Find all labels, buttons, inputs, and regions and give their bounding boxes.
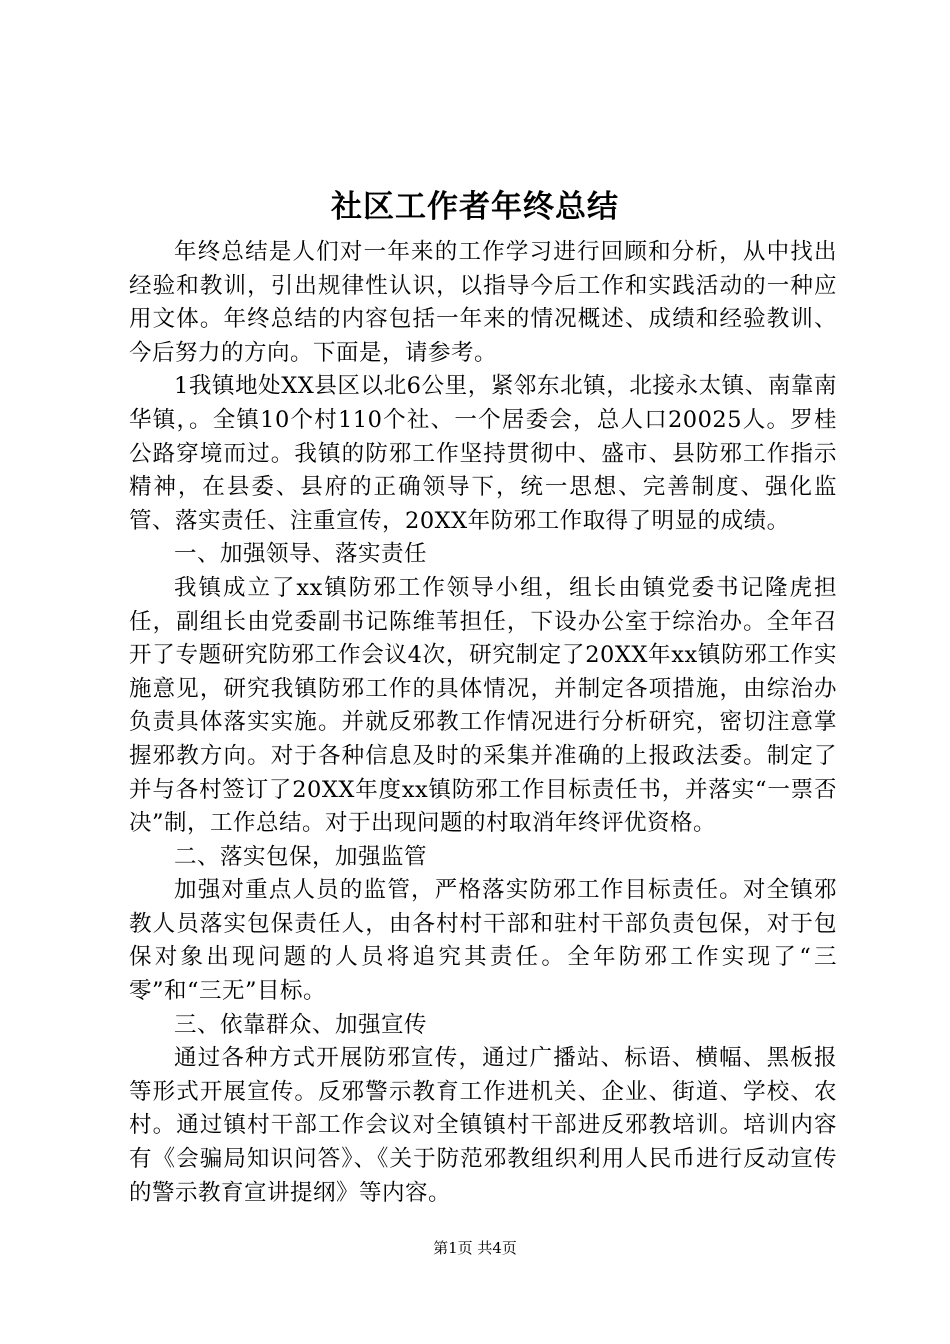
page-footer xyxy=(0,1238,950,1258)
document-title: 社区工作者年终总结 xyxy=(331,189,619,225)
paragraph-intro: 年终总结是人们对一年来的工作学习进行回顾和分析，从中找出经验和教训，引出规律性认识，以指导今后工作和实践活动的一种应用文体。年终总结的内容包括一年来的情况概述、成绩和经验教训、今后努力的方向。下面是，请参考。 xyxy=(129,239,837,366)
paragraph-section-3: 通过各种方式开展防邪宣传，通过广播站、标语、横幅、黑板报等形式开展宣传。反邪警示教育工作进机关、企业、街道、学校、农村。通过镇村干部工作会议对全镇镇村干部进反邪教培训。培训内容有《会骗局知识问答》、《关于防范邪教组织利用人民币进行反动宣传的警示教育宣讲提纲》等内容。 xyxy=(129,1045,837,1206)
section-heading-2: 二、落实包保，加强监管 xyxy=(174,843,428,870)
section-heading-3: 三、依靠群众、加强宣传 xyxy=(174,1011,428,1038)
document-body xyxy=(129,236,837,1210)
paragraph-overview: 1我镇地处XX县区以北6公里，紧邻东北镇，北接永太镇、南靠南华镇，。全镇10个村110个社、一个居委会，总人口20025人。罗桂公路穿境而过。我镇的防邪工作坚持贯彻中、盛市、县防邪工作指示精神，在县委、县府的正确领导下，统一思想、完善制度、强化监管、落实责任、注重宣传，20XX年防邪工作取得了明显的成绩。 xyxy=(129,373,837,534)
section-heading-1: 一、加强领导、落实责任 xyxy=(174,541,428,568)
page-number-total: 共4页 xyxy=(477,1239,517,1257)
paragraph-section-1: 我镇成立了xx镇防邪工作领导小组，组长由镇党委书记隆虎担任，副组长由党委副书记陈维苇担任，下设办公室于综治办。全年召开了专题研究防邪工作会议4次，研究制定了20XX年xx镇防邪工作实施意见，研究我镇防邪工作的具体情况，并制定各项措施，由综治办负责具体落实实施。并就反邪教工作情况进行分析研究，密切注意掌握邪教方向。对于各种信息及时的采集并准确的上报政法委。制定了并与各村签订了20XX年度xx镇防邪工作目标责任书，并落实“一票否决”制，工作总结。对于出现问题的村取消年终评优资格。 xyxy=(129,574,837,837)
paragraph-section-2: 加强对重点人员的监管，严格落实防邪工作目标责任。对全镇邪教人员落实包保责任人，由各村村干部和驻村干部负责包保，对于包保对象出现问题的人员将追究其责任。全年防邪工作实现了“三零”和“三无”目标。 xyxy=(129,877,837,1005)
page-number-current: 第1页 xyxy=(433,1239,473,1257)
